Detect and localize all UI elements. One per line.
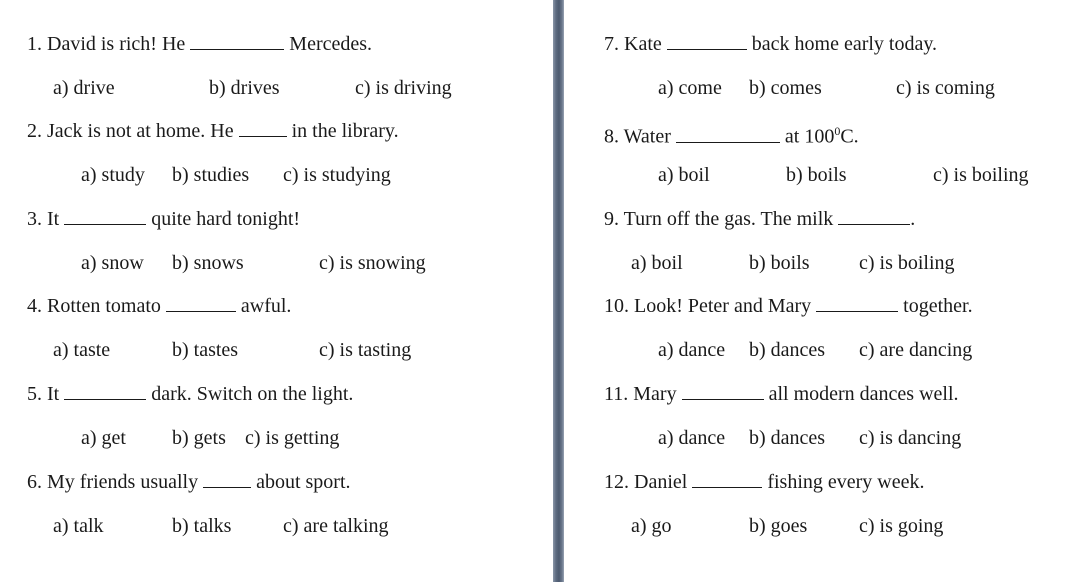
answer-blank[interactable] — [190, 32, 284, 50]
question-11-text-after: all modern dances well. — [768, 383, 959, 405]
option-b[interactable]: b) boils — [786, 164, 847, 186]
question-11 — [604, 382, 959, 406]
option-a[interactable]: a) get — [81, 427, 126, 449]
question-12 — [604, 470, 924, 494]
question-7 — [604, 32, 937, 56]
question-5-text-after: dark. Switch on the light. — [151, 383, 354, 405]
question-4 — [27, 294, 291, 318]
question-2-text-after: in the library. — [291, 120, 399, 142]
option-c[interactable]: c) are dancing — [859, 339, 973, 361]
option-a[interactable]: a) boil — [658, 164, 710, 186]
question-4-text: 4. Rotten tomato — [27, 295, 161, 317]
question-8 — [604, 119, 859, 149]
option-b[interactable]: b) tastes — [172, 339, 239, 361]
option-c[interactable]: c) is tasting — [319, 339, 412, 361]
option-b[interactable]: b) comes — [749, 77, 822, 99]
option-c[interactable]: c) is driving — [355, 77, 452, 99]
answer-blank[interactable] — [166, 294, 236, 312]
question-7-text-after: back home early today. — [751, 33, 938, 55]
page-divider — [553, 0, 564, 582]
option-c[interactable]: c) is studying — [283, 164, 391, 186]
question-8-text: 8. Water — [604, 125, 671, 148]
option-a[interactable]: a) taste — [53, 339, 111, 361]
option-a[interactable]: a) dance — [658, 339, 726, 361]
question-2-text: 2. Jack is not at home. He — [27, 120, 234, 142]
option-b[interactable]: b) snows — [172, 252, 244, 274]
option-c[interactable]: c) is boiling — [859, 252, 955, 274]
answer-blank[interactable] — [682, 382, 764, 400]
question-3 — [27, 207, 300, 231]
question-8-text-after: at 100 — [784, 125, 835, 148]
option-a[interactable]: a) talk — [53, 515, 104, 537]
option-c[interactable]: c) is dancing — [859, 427, 962, 449]
answer-blank[interactable] — [692, 470, 762, 488]
option-b[interactable]: b) talks — [172, 515, 232, 537]
option-c[interactable]: c) are talking — [283, 515, 389, 537]
answer-blank[interactable] — [838, 207, 910, 225]
worksheet-right-page — [564, 0, 1080, 582]
question-10-text-after: together. — [903, 295, 973, 317]
option-b[interactable]: b) studies — [172, 164, 250, 186]
option-a[interactable]: a) dance — [658, 427, 726, 449]
option-b[interactable]: b) boils — [749, 252, 810, 274]
answer-blank[interactable] — [64, 207, 146, 225]
option-c[interactable]: c) is coming — [896, 77, 995, 99]
option-a[interactable]: a) go — [631, 515, 672, 537]
question-8-unit: C. — [840, 125, 859, 148]
option-a[interactable]: a) come — [658, 77, 722, 99]
option-b[interactable]: b) gets — [172, 427, 226, 449]
question-10 — [604, 294, 973, 318]
option-b[interactable]: b) dances — [749, 427, 826, 449]
option-a[interactable]: a) drive — [53, 77, 115, 99]
question-3-text: 3. It — [27, 208, 60, 230]
question-1-text: 1. David is rich! He — [27, 33, 186, 55]
answer-blank[interactable] — [203, 470, 251, 488]
option-c[interactable]: c) is snowing — [319, 252, 426, 274]
question-5-text: 5. It — [27, 383, 60, 405]
answer-blank[interactable] — [676, 125, 780, 143]
question-7-text: 7. Kate — [604, 33, 662, 55]
question-12-text-after: fishing every week. — [767, 471, 925, 493]
option-a[interactable]: a) study — [81, 164, 145, 186]
option-c[interactable]: c) is boiling — [933, 164, 1029, 186]
question-6-text-after: about sport. — [256, 471, 351, 493]
question-2 — [27, 119, 399, 143]
option-c[interactable]: c) is getting — [245, 427, 340, 449]
question-3-text-after: quite hard tonight! — [151, 208, 301, 230]
question-9 — [604, 207, 915, 231]
question-5 — [27, 382, 353, 406]
option-c[interactable]: c) is going — [859, 515, 944, 537]
option-b[interactable]: b) drives — [209, 77, 280, 99]
answer-blank[interactable] — [667, 32, 747, 50]
option-b[interactable]: b) dances — [749, 339, 826, 361]
question-9-text: 9. Turn off the gas. The milk — [604, 208, 834, 230]
degree-superscript: 0 — [834, 124, 841, 138]
question-6 — [27, 470, 351, 494]
question-1 — [27, 32, 372, 56]
question-1-text-after: Mercedes. — [289, 33, 373, 55]
option-a[interactable]: a) snow — [81, 252, 144, 274]
question-10-text: 10. Look! Peter and Mary — [604, 295, 812, 317]
question-11-text: 11. Mary — [604, 383, 677, 405]
answer-blank[interactable] — [816, 294, 898, 312]
answer-blank[interactable] — [239, 119, 287, 137]
answer-blank[interactable] — [64, 382, 146, 400]
option-a[interactable]: a) boil — [631, 252, 683, 274]
question-9-text-after: . — [910, 208, 916, 230]
question-12-text: 12. Daniel — [604, 471, 688, 493]
question-6-text: 6. My friends usually — [27, 471, 199, 493]
option-b[interactable]: b) goes — [749, 515, 808, 537]
question-4-text-after: awful. — [240, 295, 292, 317]
